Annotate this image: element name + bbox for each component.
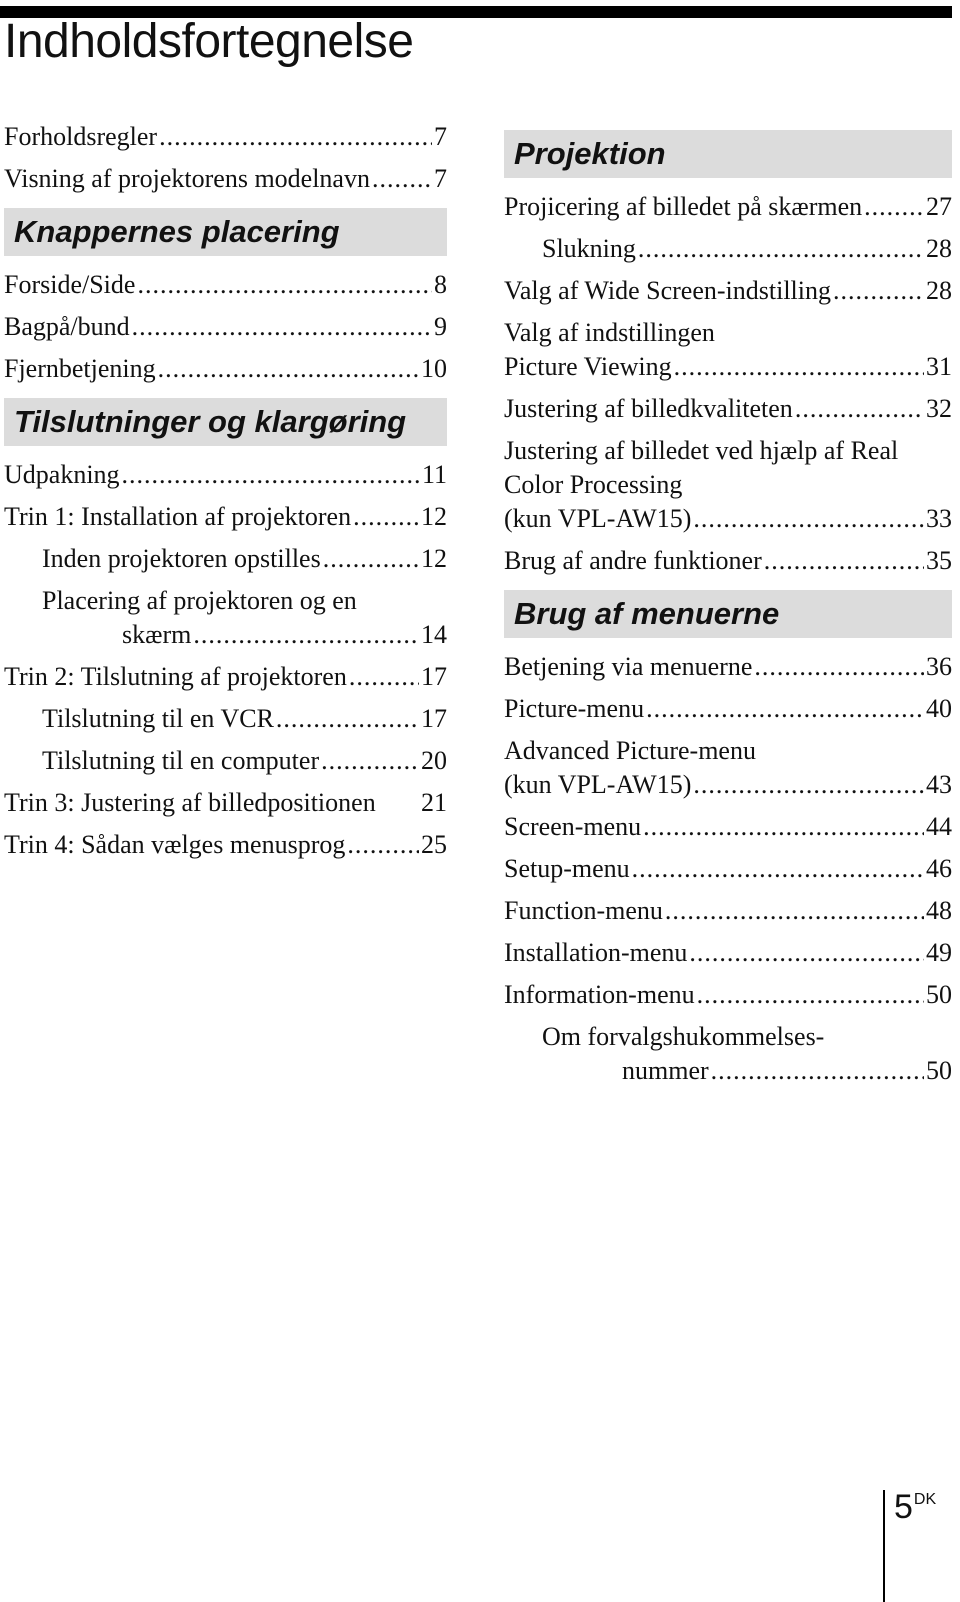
toc-entry-inden[interactable]: Inden projektoren opstilles ..... 12: [4, 542, 447, 576]
toc-entry-trin2[interactable]: Trin 2: Tilslutning af projektoren ..... 17: [4, 660, 447, 694]
toc-entry-screen-menu[interactable]: Screen-menu ..... 44: [504, 810, 952, 844]
language-code: DK: [913, 1491, 937, 1508]
toc-entry-picture-menu[interactable]: Picture-menu ..... 40: [504, 692, 952, 726]
toc-entry-fjernbetjening[interactable]: Fjernbetjening ..... 10: [4, 352, 447, 386]
toc-entry-trin1[interactable]: Trin 1: Installation af projektoren ..... 12: [4, 500, 447, 534]
toc-entry-billedkvalitet[interactable]: Justering af billedkvaliteten ..... 32: [504, 392, 952, 426]
toc-left-column: [4, 120, 447, 870]
toc-entry-udpakning[interactable]: Udpakning ..... 11: [4, 458, 447, 492]
toc-entry-forside[interactable]: Forside/Side ..... 8: [4, 268, 447, 302]
toc-entry-advanced-picture[interactable]: Advanced Picture-menu (kun VPL-AW15) ..... 43: [504, 734, 952, 802]
toc-entry-bagpaa[interactable]: Bagpå/bund ..... 9: [4, 310, 447, 344]
toc-entry-slukning[interactable]: Slukning ..... 28: [504, 232, 952, 266]
section-heading-tilslutninger: Tilslutninger og klargøring: [4, 398, 447, 446]
page-title: Indholdsfortegnelse: [4, 15, 414, 68]
toc-entry-vcr[interactable]: Tilslutning til en VCR ..... 17: [4, 702, 447, 736]
toc-entry-forholdsregler[interactable]: Forholdsregler ..... 7: [4, 120, 447, 154]
section-heading-projektion: Projektion: [504, 130, 952, 178]
toc-entry-function-menu[interactable]: Function-menu ..... 48: [504, 894, 952, 928]
toc-entry-computer[interactable]: Tilslutning til en computer ..... 20: [4, 744, 447, 778]
toc-entry-betjening[interactable]: Betjening via menuerne ..... 36: [504, 650, 952, 684]
section-heading-menuerne: Brug af menuerne: [504, 590, 952, 638]
toc-entry-trin3[interactable]: Trin 3: Justering af billedpositionen 21: [4, 788, 447, 817]
toc-entry-picture-viewing[interactable]: Valg af indstillingen Picture Viewing ..... 31: [504, 316, 952, 384]
toc-entry-projicering[interactable]: Projicering af billedet på skærmen ..... 27: [504, 190, 952, 224]
toc-right-column: [504, 130, 952, 1096]
section-heading-knappernes: Knappernes placering: [4, 208, 447, 256]
toc-entry-wide-screen[interactable]: Valg af Wide Screen-indstilling ..... 28: [504, 274, 952, 308]
toc-entry-trin4[interactable]: Trin 4: Sådan vælges menusprog ..... 25: [4, 828, 447, 862]
toc-entry-modelnavn[interactable]: Visning af projektorens modelnavn ..... 7: [4, 162, 447, 196]
toc-entry-installation-menu[interactable]: Installation-menu ..... 49: [504, 936, 952, 970]
toc-entry-information-menu[interactable]: Information-menu ..... 50: [504, 978, 952, 1012]
toc-entry-setup-menu[interactable]: Setup-menu ..... 46: [504, 852, 952, 886]
toc-entry-placering[interactable]: Placering af projektoren og en skærm ..... 14: [4, 584, 447, 652]
page-number: $5^{DK}$: [894, 1488, 937, 1526]
page-number-rule: [883, 1490, 885, 1602]
toc-entry-forvalgshukommelse[interactable]: Om forvalgshukommelses- nummer ..... 50: [504, 1020, 952, 1088]
toc-entry-real-color[interactable]: Justering af billedet ved hjælp af Real Color Processing (kun VPL-AW15) ..... 33: [504, 434, 952, 536]
toc-entry-andre-funktioner[interactable]: Brug af andre funktioner ..... 35: [504, 544, 952, 578]
